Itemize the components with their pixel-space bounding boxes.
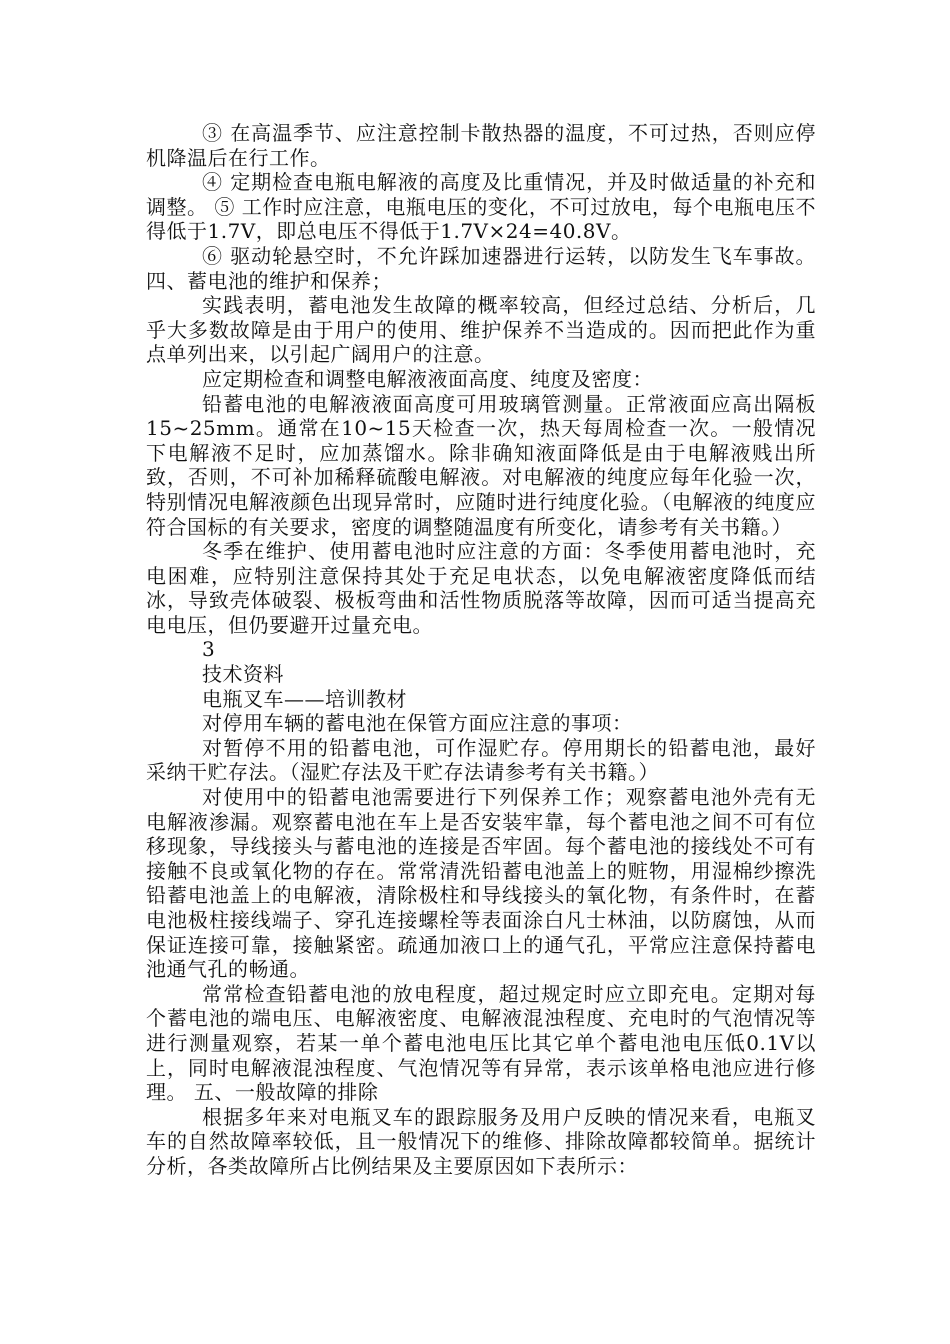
- paragraph: 对使用中的铅蓄电池需要进行下列保养工作；观察蓄电池外壳有无电解液渗漏。观察蓄电池在车上是否安装牢靠，每个蓄电池之间不可有位移现象，导线接头与蓄电池的连接是否牢固。每个蓄电池的接线处不可有接触不良或氧化物的存在。常常清洗铅蓄电池盖上的赃物，用湿棉纱擦洗铅蓄电池盖上的电解液，清除极柱和导线接头的氧化物，有条件时，在蓄电池极柱接线端子、穿孔连接螺栓等表面涂白凡士林油，以防腐蚀，从而保证连接可靠，接触紧密。疏通加液口上的通气孔，平常应注意保持蓄电池通气孔的畅通。: [146, 785, 816, 982]
- document-page: [146, 121, 816, 1179]
- paragraph: 应定期检查和调整电解液液面高度、纯度及密度：: [202, 366, 653, 391]
- paragraph: 冬季在维护、使用蓄电池时应注意的方面：冬季使用蓄电池时，充电困难，应特别注意保持其处于充足电状态，以免电解液密度降低而结冰，导致壳体破裂、极板弯曲和活性物质脱落等故障，因而可适当提高充电电压，但仍要避开过量充电。: [146, 539, 816, 637]
- paragraph: 对停用车辆的蓄电池在保管方面应注意的事项：: [202, 711, 633, 736]
- paragraph: 常常检查铅蓄电池的放电程度，超过规定时应立即充电。定期对每个蓄电池的端电压、电解液密度、电解液混浊程度、充电时的气泡情况等进行测量观察，若某一单个蓄电池电压比其它单个蓄电池电压低0.1V以上，同时电解液混浊程度、气泡情况等有异常，表示该单格电池应进行修理。 五、一般故障的排除: [146, 981, 816, 1105]
- header-line: 电瓶叉车——培训教材: [202, 686, 407, 711]
- header-line: 技术资料: [202, 662, 284, 687]
- paragraph: 根据多年来对电瓶叉车的跟踪服务及用户反映的情况来看，电瓶叉车的自然故障率较低，且一般情况下的维修、排除故障都较简单。据统计分析，各类故障所占比例结果及主要原因如下表所示：: [146, 1104, 816, 1178]
- paragraph: 实践表明，蓄电池发生故障的概率较高，但经过总结、分析后，几乎大多数故障是由于用户的使用、维护保养不当造成的。因而把此作为重点单列出来，以引起广阔用户的注意。: [146, 293, 816, 367]
- paragraph: ③ 在高温季节、应注意控制卡散热器的温度，不可过热，否则应停机降温后在行工作。: [146, 121, 816, 170]
- paragraph: 铅蓄电池的电解液液面高度可用玻璃管测量。正常液面应高出隔板15~25mm。通常在10~15天检查一次，热天每周检查一次。一般情况下电解液不足时，应加蒸馏水。除非确知液面降低是由于电解液贱出所致，否则，不可补加稀释硫酸电解液。对电解液的纯度应每年化验一次，特别情况电解液颜色出现异常时，应随时进行纯度化验。（电解液的纯度应符合国标的有关要求，密度的调整随温度有所变化，请参考有关书籍。）: [146, 391, 816, 539]
- page-number: 3: [202, 637, 216, 662]
- paragraph: 对暂停不用的铅蓄电池，可作湿贮存。停用期长的铅蓄电池，最好采纳干贮存法。（湿贮存法及干贮存法请参考有关书籍。）: [146, 735, 816, 785]
- paragraph: ⑥ 驱动轮悬空时，不允许踩加速器进行运转，以防发生飞车事故。 四、蓄电池的维护和保养；: [146, 243, 816, 293]
- paragraph: ④ 定期检查电瓶电解液的高度及比重情况，并及时做适量的补充和调整。 ⑤ 工作时应注意，电瓶电压的变化，不可过放电，每个电瓶电压不得低于1.7V，即总电压不得低于1.7V×24=40.8V。: [146, 170, 816, 244]
